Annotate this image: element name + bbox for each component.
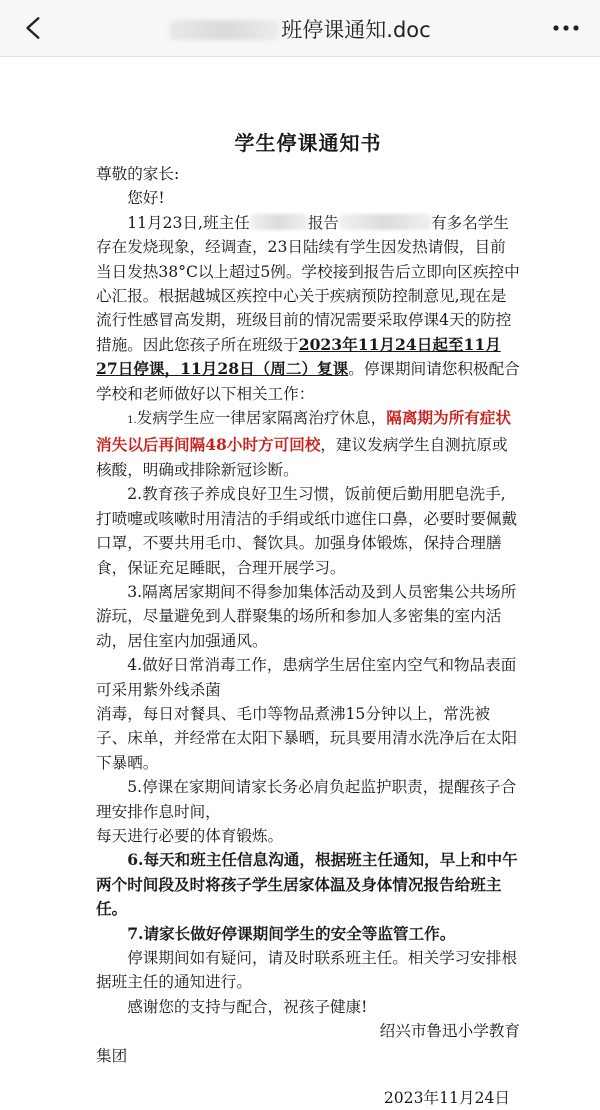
item-1: [96, 406, 520, 482]
item-1-text-a: 发病学生应一律居家隔离治疗休息，: [136, 409, 387, 428]
closing-thanks: 感谢您的支持与配合，祝孩子健康!: [127, 997, 368, 1016]
item-6: 6.每天和班主任信息沟通，根据班主任通知，早上和中午两个时间段及时将孩子学生居家体温及身体情况报告给班主任。: [96, 850, 518, 919]
paragraph-main-part-a: 11月23日,班主任: [127, 213, 250, 232]
notice-date: 2023年11月24日: [383, 1089, 510, 1108]
item-5-b: 每天进行必要的体育锻炼。: [96, 826, 284, 845]
paragraph-main-part-b: 报告: [307, 213, 340, 232]
item-4-a: 4.做好日常消毒工作，患病学生居住室内空气和物品表面可采用紫外线杀菌: [96, 656, 517, 699]
suspension-dates: 2023年11月24日起至11月27日停课，11月28日（周二）复课: [96, 334, 501, 379]
signature-line-2: 集团: [96, 1046, 128, 1065]
item-7: 7.请家长做好停课期间学生的安全等监管工作。: [127, 923, 456, 943]
blurred-title-prefix: [169, 20, 279, 40]
item-1-isolation-period: 隔离期为所有症状消失以后再间隔48小时方可回校: [96, 408, 512, 455]
paragraph-main-part-d: 。停课期间请您积极配合学校和老师做好以下相关工作：: [96, 360, 520, 403]
item-5-a: 5.停课在家期间请家长务必肩负起监护职责，提醒孩子合理安排作息时间，: [96, 778, 517, 821]
greeting: 您好!: [127, 189, 165, 208]
more-options-button[interactable]: [546, 10, 586, 46]
signature-line-1: 绍兴市鲁迅小学教育: [379, 1022, 520, 1041]
document-title-text: 班停课通知.doc: [281, 18, 431, 42]
redacted-name: [250, 214, 308, 230]
notice-title: 学生停课通知书: [234, 131, 382, 155]
item-4-b: 消毒，每日对餐具、毛巾等物品煮沸15分钟以上，常洗被子、床单，并经常在太阳下暴晒，玩具要用清水洗净后在太阳下暴晒。: [96, 704, 518, 772]
document-page: [96, 112, 520, 1110]
more-horizontal-icon: [551, 23, 581, 33]
salutation: 尊敬的家长:: [96, 165, 180, 183]
paragraph-main-part-c: 有多名学生存在发烧现象，经调查，23日陆续有学生因发热请假，目前当日发热38°C以上超过5例。学校接到报告后立即向区疾控中心汇报。根据越城区疾控中心关于疾病预防控制意见,现在是流行性感冒高发期，班级目前的情况需要采取停课4天的防控措施。因此您孩子所在班级于: [96, 213, 520, 354]
top-navigation-bar: [0, 0, 600, 57]
item-3: 3.隔离居家期间不得参加集体活动及到人员密集公共场所游玩，尽量避免到人群聚集的场所和参加人多密集的室内活动，居住室内加强通风。: [96, 582, 517, 650]
redacted-class: [339, 214, 431, 230]
paragraph-main: [96, 211, 520, 406]
item-2: 2.教育孩子养成良好卫生习惯，饭前便后勤用肥皂洗手,打喷嚏或咳嗽时用清洁的手绢或纸巾遮住口鼻，必要时要佩戴口罩，不要共用毛巾、餐饮具。加强身体锻炼，保持合理膳食，保证充足睡眠，合理开展学习。: [96, 485, 518, 577]
item-1-number: 1.: [127, 415, 137, 427]
document-title: [0, 14, 600, 44]
item-1-text-b: ，建议发病学生自测抗原或核酸，明确或排除新冠诊断。: [96, 436, 508, 479]
closing-contact: 停课期间如有疑问，请及时联系班主任。相关学习安排根据班主任的通知进行。: [96, 949, 518, 992]
